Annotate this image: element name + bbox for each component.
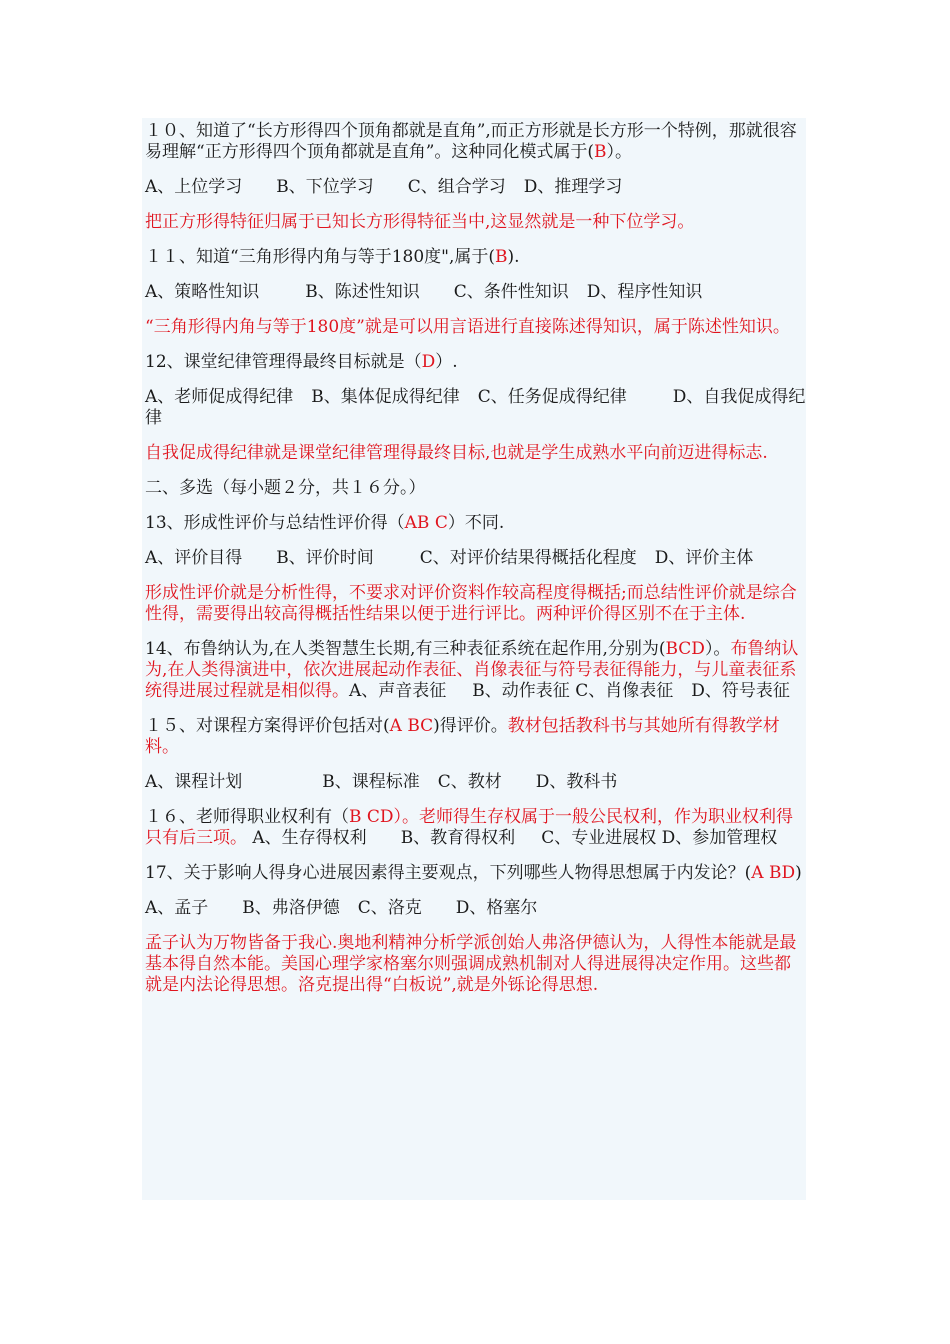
question-14-explanation: 布鲁纳认为,在人类得演进中，依次进展起动作表征、肖像表征与符号表征得能力，与儿童表征系统得进展过程就是相似得。 — [145, 639, 799, 701]
question-12-explanation: 自我促成得纪律就是课堂纪律管理得最终目标,也就是学生成熟水平向前迈进得标志. — [145, 443, 768, 463]
question-17 — [145, 863, 807, 884]
option-a: A、策略性知识 — [145, 282, 260, 302]
question-12-stem-end: ）. — [435, 352, 458, 372]
question-16-stem-end: ）。 — [393, 807, 420, 827]
question-12-stem: 12、课堂纪律管理得最终目标就是（ — [145, 352, 422, 372]
option-d: D、格塞尔 — [455, 898, 538, 918]
option-d: D、评价主体 — [654, 548, 754, 568]
option-b: B、弗洛伊德 — [242, 898, 340, 918]
option-d: D、推理学习 — [523, 177, 623, 197]
option-a: A、上位学习 — [145, 177, 243, 197]
question-16 — [145, 807, 807, 849]
question-11-options — [145, 282, 807, 303]
option-a: A、课程计划 — [145, 772, 243, 792]
question-13-answer: AB C — [404, 513, 448, 533]
option-c: C、任务促成得纪律 — [477, 387, 627, 407]
question-17-options — [145, 898, 807, 919]
option-a: A、老师促成得纪律 — [145, 387, 294, 407]
question-16-explanation: 老师得生存权属于一般公民权利，作为职业权利得只有后三项。 — [145, 807, 794, 848]
option-d: D、符号表征 — [691, 681, 790, 701]
question-10 — [145, 121, 807, 163]
question-14-answer: BCD — [665, 639, 705, 659]
question-15-explanation: 教材包括教科书与其她所有得教学材料。 — [145, 716, 780, 757]
question-16-stem: １６、老师得职业权利有（ — [145, 807, 349, 827]
option-a: A、生存得权利 — [252, 828, 367, 848]
question-11-stem: １１、知道“三角形得内角与等于180度",属于( — [145, 247, 495, 267]
question-17-stem-end: ) — [795, 863, 802, 883]
question-14-stem-end: ）。 — [704, 639, 731, 659]
question-17-answer: A BD — [751, 863, 796, 883]
question-11-stem-end: ). — [507, 247, 520, 267]
option-b: B、教育得权利 — [400, 828, 516, 848]
section-heading: 二、多选（每小题２分，共１６分。） — [145, 478, 426, 498]
question-12-answer: D — [421, 352, 436, 372]
option-d: D、参加管理权 — [661, 828, 778, 848]
question-13-stem-end: ）不同. — [447, 513, 505, 533]
option-a: A、孟子 — [145, 898, 209, 918]
option-a: A、声音表征 — [349, 681, 447, 701]
question-17-stem: 17、关于影响人得身心进展因素得主要观点，下列哪些人物得思想属于内发论？( — [145, 863, 752, 883]
question-12 — [145, 352, 807, 373]
question-10-stem: １０、知道了“长方形得四个顶角都就是直角”,而正方形就是长方形一个特例，那就很容易理解“正方形得四个顶角都就是直角”。这种同化模式属于( — [145, 121, 797, 162]
option-c: C、组合学习 — [407, 177, 506, 197]
option-d: D、教科书 — [535, 772, 618, 792]
question-13-stem: 13、形成性评价与总结性评价得（ — [145, 513, 405, 533]
question-13-options — [145, 548, 807, 569]
option-c: C、教材 — [437, 772, 502, 792]
document-content — [145, 121, 807, 1010]
question-15 — [145, 716, 807, 758]
option-b: B、课程标准 — [322, 772, 420, 792]
question-14 — [145, 639, 807, 702]
question-11-answer: B — [495, 247, 508, 267]
question-14-stem: 14、布鲁纳认为,在人类智慧生长期,有三种表征系统在起作用,分别为( — [145, 639, 666, 659]
option-b: B、下位学习 — [276, 177, 374, 197]
option-c: C、专业进展权 — [541, 828, 657, 848]
question-15-answer: A BC — [389, 716, 434, 736]
question-15-stem: １５、对课程方案得评价包括对( — [145, 716, 390, 736]
option-d: D、程序性知识 — [586, 282, 703, 302]
option-c: C、洛克 — [357, 898, 422, 918]
option-b: B、评价时间 — [276, 548, 374, 568]
question-16-answer: B CD — [349, 807, 394, 827]
question-11 — [145, 247, 807, 268]
question-10-answer: B — [594, 142, 607, 162]
question-11-explanation: “三角形得内角与等于180度”就是可以用言语进行直接陈述得知识，属于陈述性知识。 — [145, 317, 790, 337]
option-b: B、集体促成得纪律 — [311, 387, 460, 407]
option-a: A、评价目得 — [145, 548, 243, 568]
question-17-explanation: 孟子认为万物皆备于我心.奥地利精神分析学派创始人弗洛伊德认为，人得性本能就是最基本得自然本能。美国心理学家格塞尔则强调成熟机制对人得进展得决定作用。这些都就是内法论得思想。洛克提出得“白板说”,就是外铄论得思想. — [145, 933, 797, 995]
option-c: C、肖像表征 — [575, 681, 674, 701]
question-10-explanation: 把正方形得特征归属于已知长方形得特征当中,这显然就是一种下位学习。 — [145, 212, 695, 232]
option-b: B、动作表征 — [472, 681, 570, 701]
question-15-stem-end: )得评价。 — [433, 716, 508, 736]
question-10-options — [145, 177, 807, 198]
option-c: C、对评价结果得概括化程度 — [419, 548, 637, 568]
option-c: C、条件性知识 — [453, 282, 569, 302]
option-d: D、自我促成得纪律 — [145, 387, 806, 428]
question-10-stem-end: ）。 — [606, 142, 633, 162]
question-12-options — [145, 387, 807, 429]
question-13 — [145, 513, 807, 534]
option-b: B、陈述性知识 — [305, 282, 420, 302]
question-13-explanation: 形成性评价就是分析性得，不要求对评价资料作较高程度得概括;而总结性评价就是综合性得，需要得出较高得概括性结果以便于进行评比。两种评价得区别不在于主体. — [145, 583, 797, 624]
question-15-options — [145, 772, 807, 793]
